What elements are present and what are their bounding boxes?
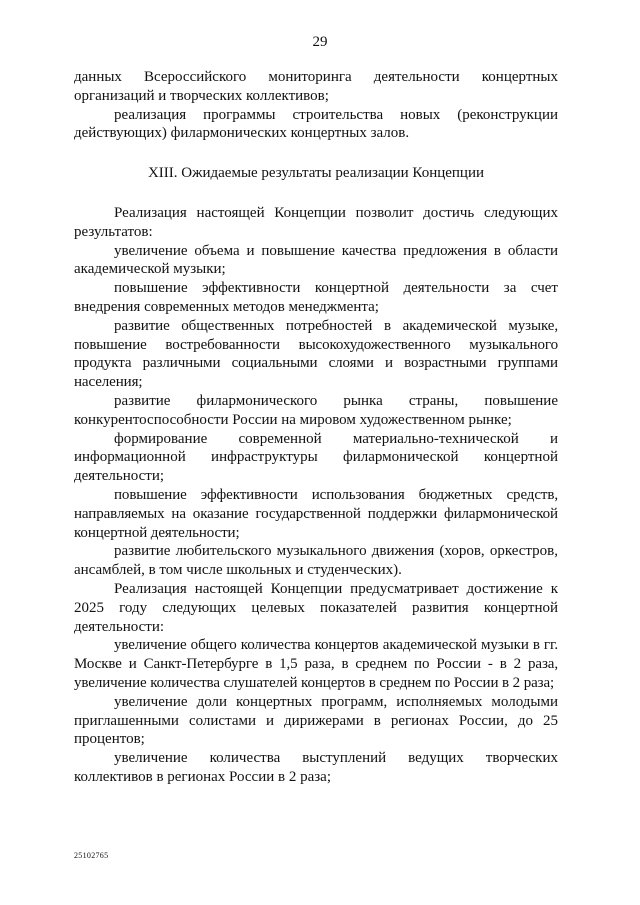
list-item: увеличение количества выступлений ведущих творческих коллективов в регионах России в 2 раза; xyxy=(74,750,558,785)
document-code: 25102765 xyxy=(74,851,109,860)
list-item: формирование современной материально-технической и информационной инфраструктуры филармонической концертной деятельности; xyxy=(74,430,558,485)
list-item: повышение эффективности концертной деятельности за счет внедрения современных методов менеджмента; xyxy=(74,280,558,315)
body-paragraph: Реализация настоящей Концепции позволит достичь следующих результатов: xyxy=(74,204,558,240)
list-item: развитие любительского музыкального движения (хоров, оркестров, ансамблей, в том числе школьных и студенческих). xyxy=(74,543,558,579)
body-paragraph: реализация программы строительства новых (реконструкции действующих) филармонических концертных залов. xyxy=(74,106,558,142)
list-item: увеличение объема и повышение качества предложения в области академической музыки; xyxy=(74,242,558,278)
list-item: развитие общественных потребностей в академической музыке, повышение востребованности высокохудожественного музыкального продукта различными социальными слоями и возрастными группами населения; xyxy=(74,317,558,391)
section-heading: XIII. Ожидаемые результаты реализации Концепции xyxy=(147,165,485,182)
list-item: увеличение общего количества концертов академической музыки в гг. Москве и Санкт-Петербурге в 1,5 раза, в среднем по России - в 2 раза, увеличение количества слушателей концертов в среднем по России в 2 раза; xyxy=(74,637,558,691)
page-number: 29 xyxy=(312,34,328,50)
body-paragraph: Реализация настоящей Концепции предусматривает достижение к 2025 году следующих целевых показателей развития концертной деятельности: xyxy=(74,580,558,635)
list-item: увеличение доли концертных программ, исполняемых молодыми приглашенными солистами и дирижерами в регионах России, до 25 процентов; xyxy=(74,693,558,748)
body-paragraph: данных Всероссийского мониторинга деятельности концертных организаций и творческих коллективов; xyxy=(74,69,558,104)
list-item: повышение эффективности использования бюджетных средств, направляемых на оказание государственной поддержки филармонической концертной деятельности; xyxy=(74,486,558,541)
list-item: развитие филармонического рынка страны, повышение конкурентоспособности России на мировом художественном рынке; xyxy=(74,392,558,428)
document-body xyxy=(74,68,558,787)
